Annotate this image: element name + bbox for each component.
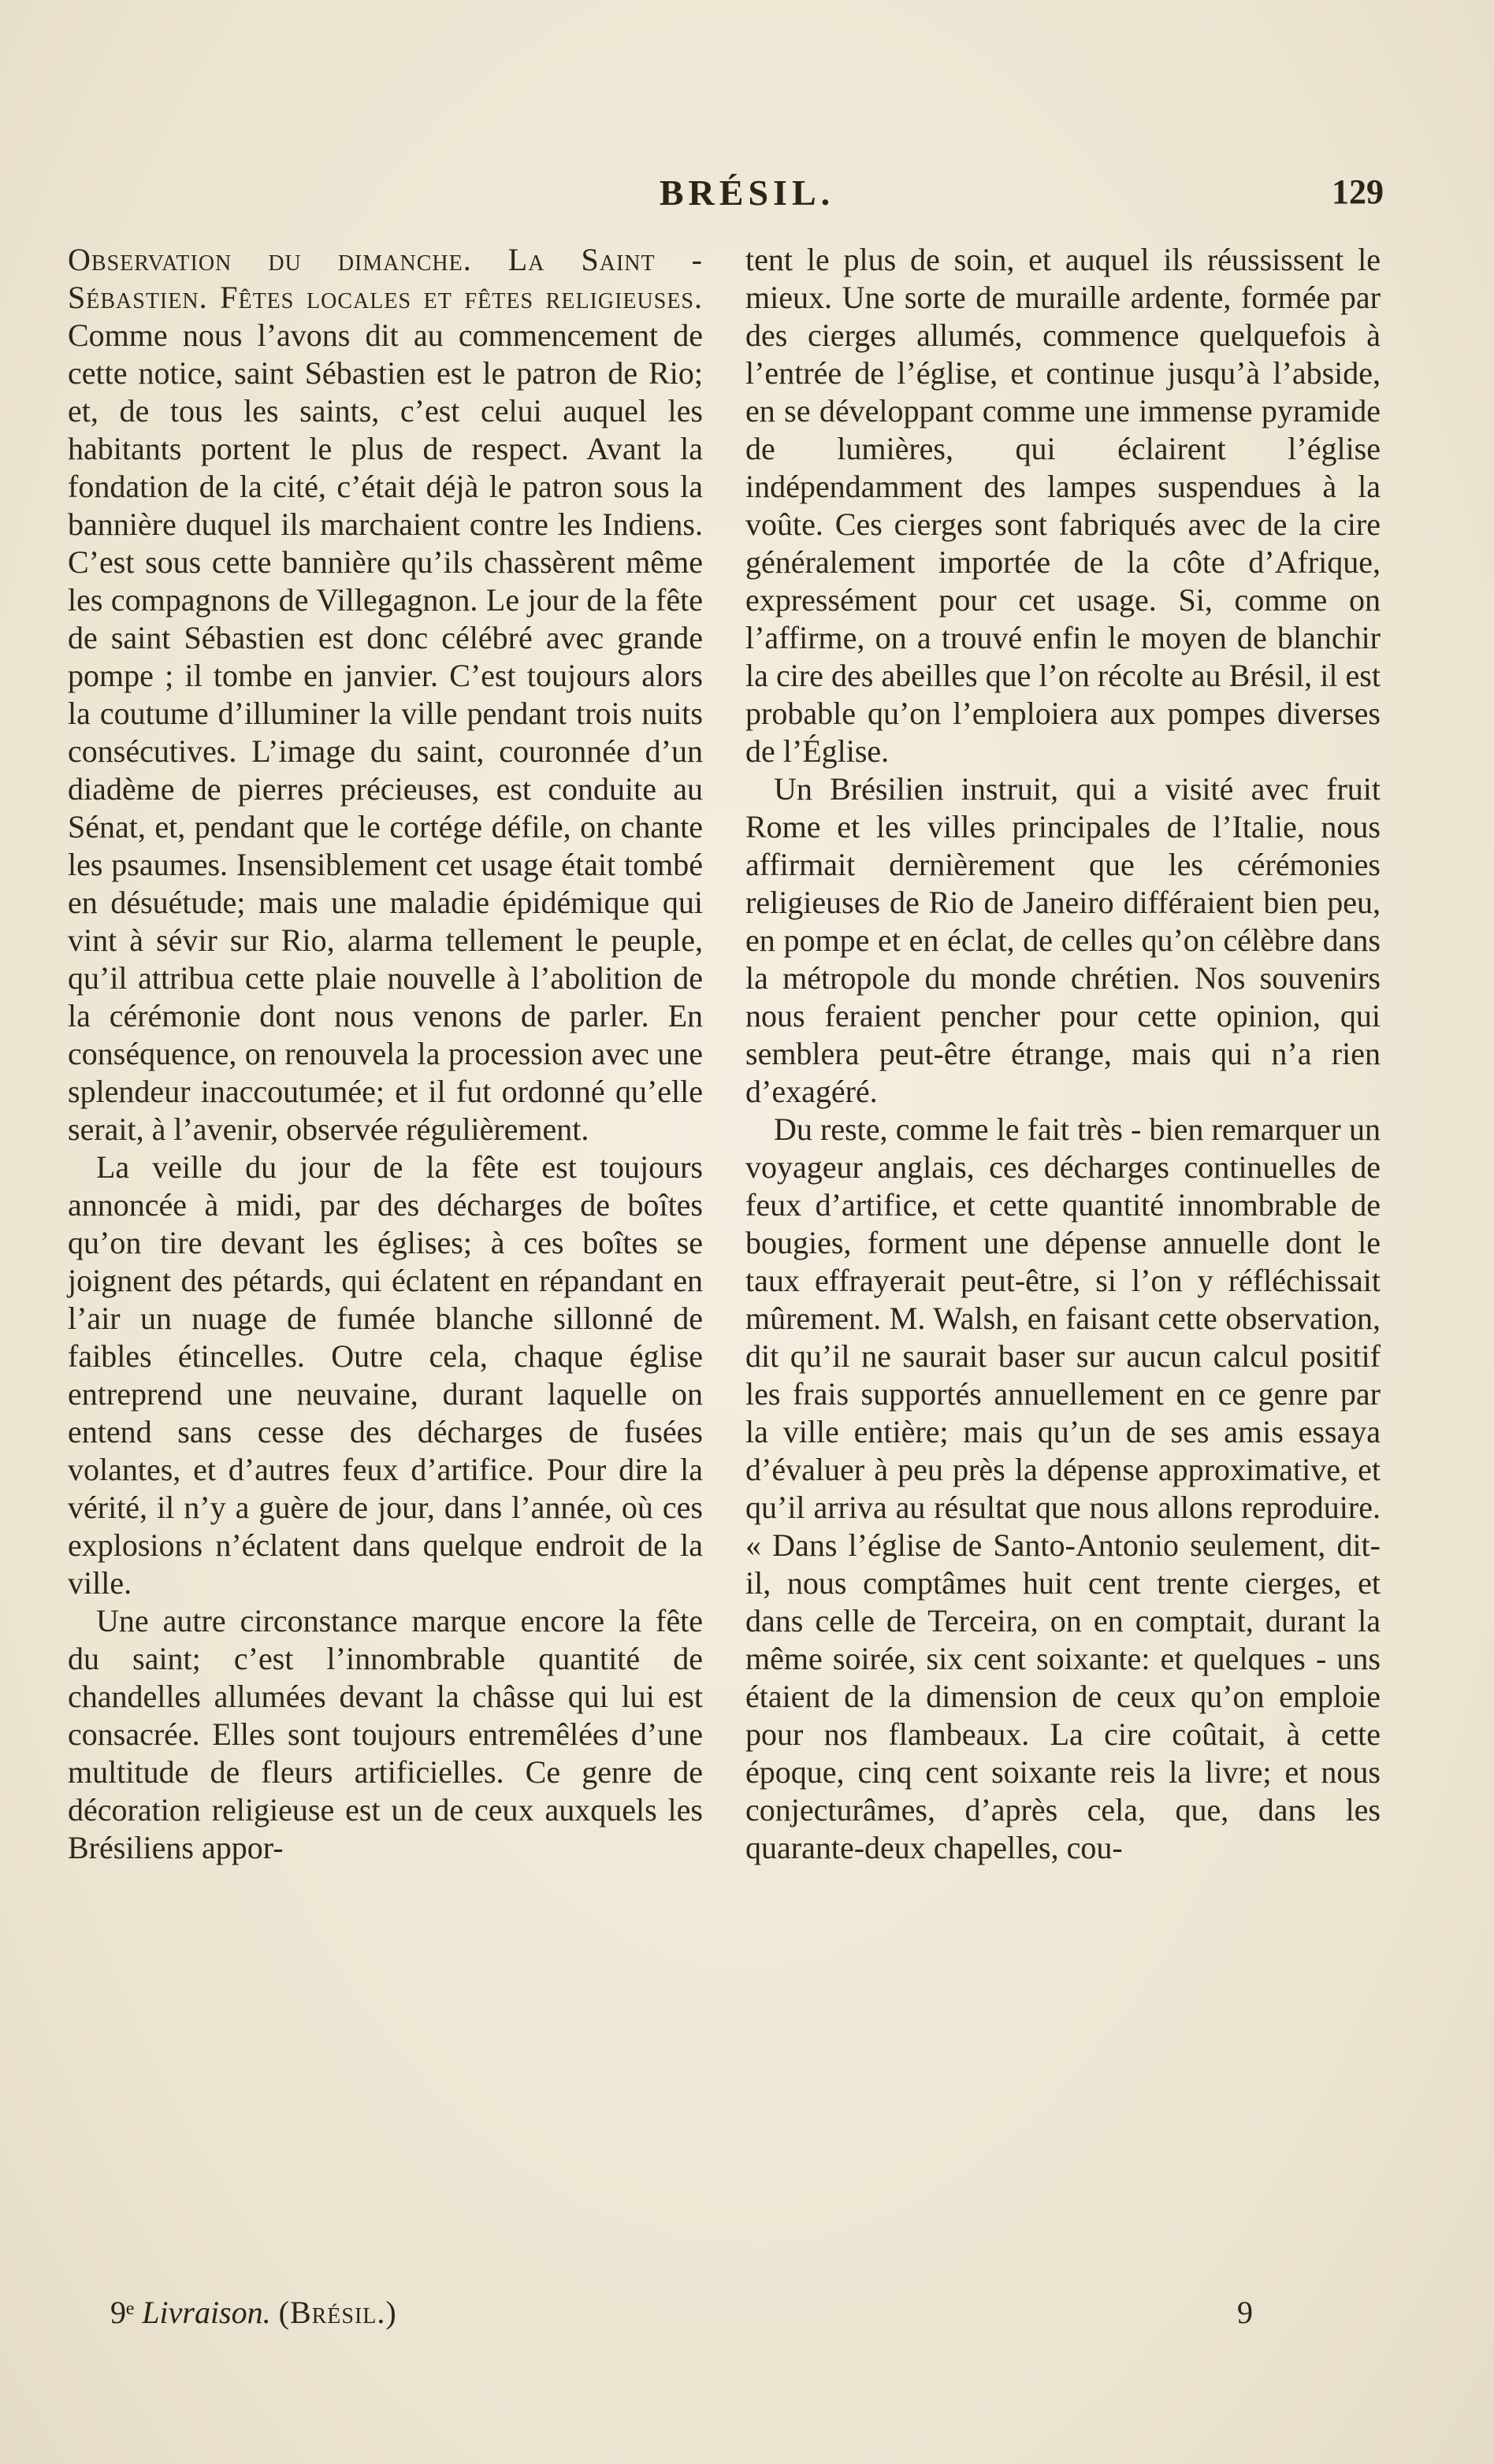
running-head [0, 172, 1494, 219]
page-footer [0, 2294, 1494, 2341]
livraison-country: (Brésil.) [278, 2295, 397, 2330]
paragraph: tent le plus de soin, et auquel ils réussissent le mieux. Une sorte de muraille ardente, formée par des cierges allumés, commence quelquefois à l’entrée de l’église, et continue jusqu’à l’abside, en se développant comme une immense pyramide de lumières, qui éclairent l’église indépendamment des lampes suspendues à la voûte. Ces cierges sont fabriqués avec de la cire généralement importée de la côte d’Afrique, expressément pour cet usage. Si, comme on l’affirme, on a trouvé enfin le moyen de blanchir la cire des abeilles que l’on récolte au Brésil, il est probable qu’on l’emploiera aux pompes diverses de l’Église. [745, 242, 1381, 769]
running-title: BRÉSIL. [659, 173, 835, 213]
section-heading: Observation du dimanche. La Saint - Sébastien. Fêtes locales et fêtes religieuses. [68, 242, 703, 315]
right-column [745, 241, 1381, 1867]
sheet-mark: 9 [1237, 2295, 1253, 2330]
livraison-word: Livraison. [142, 2295, 271, 2330]
paragraph-text: Comme nous l’avons dit au commencement de cette notice, saint Sébastien est le patron de Rio; et, de tous les saints, c’est celui auquel les habitants portent le plus de respect. Avant la fondation de la cité, c’était déjà le patron sous la bannière duquel ils marchaient contre les Indiens. C’est sous cette bannière qu’ils chassèrent même les compagnons de Villegagnon. Le jour de la fête de saint Sébastien est donc célébré avec grande pompe ; il tombe en janvier. C’est toujours alors la coutume d’illuminer la ville pendant trois nuits consécutives. L’image du saint, couronnée d’un diadème de pierres précieuses, est conduite au Sénat, et, pendant que le cortége défile, on chante les psaumes. Insensiblement cet usage était tombé en désuétude; mais une maladie épidémique qui vint à sévir sur Rio, alarma tellement le peuple, qu’il attribua cette plaie nouvelle à l’abolition de la cérémonie dont nous venons de parler. En conséquence, on renouvela la procession avec une splendeur inaccoutumée; et il fut ordonné qu’elle serait, à l’avenir, observée régulièrement. [68, 317, 703, 1147]
livraison-signature [110, 2294, 397, 2331]
paragraph: Une autre circonstance marque encore la fête du saint; c’est l’innombrable quantité de chandelles allumées devant la châsse qui lui est consacrée. Elles sont toujours entremêlées d’une multitude de fleurs artificielles. Ce genre de décoration religieuse est un de ceux auxquels les Brésiliens appor- [68, 1603, 703, 1865]
paragraph: La veille du jour de la fête est toujours annoncée à midi, par des décharges de boîtes qu’on tire devant les églises; à ces boîtes se joignent des pétards, qui éclatent en répandant en l’air un nuage de fumée blanche sillonné de faibles étincelles. Outre cela, chaque église entreprend une neuvaine, durant laquelle on entend sans cesse des décharges de fusées volantes, et d’autres feux d’artifice. Pour dire la vérité, il n’y a guère de jour, dans l’année, où ces explosions n’éclatent dans quelque endroit de la ville. [68, 1149, 703, 1601]
livraison-number: 9ᵉ [110, 2295, 135, 2330]
paragraph [68, 241, 703, 1149]
paragraph: Un Brésilien instruit, qui a visité avec fruit Rome et les villes principales de l’Italie, nous affirmait dernièrement que les cérémonies religieuses de Rio de Janeiro différaient bien peu, en pompe et en éclat, de celles qu’on célèbre dans la métropole du monde chrétien. Nos souvenirs nous feraient pencher pour cette opinion, qui semblera peut-être étrange, mais qui n’a rien d’exagéré. [745, 771, 1381, 1109]
left-column [68, 241, 703, 1867]
page-number: 129 [1332, 173, 1384, 211]
paragraph: Du reste, comme le fait très - bien remarquer un voyageur anglais, ces décharges continuelles de feux d’artifice, et cette quantité innombrable de bougies, forment une dépense annuelle dont le taux effrayerait peut-être, si l’on y réfléchissait mûrement. M. Walsh, en faisant cette observation, dit qu’il ne saurait baser sur aucun calcul positif les frais supportés annuellement en ce genre par la ville entière; mais qu’un de ses amis essaya d’évaluer à peu près la dépense approximative, et qu’il arriva au résultat que nous allons reproduire. « Dans l’église de Santo-Antonio seulement, dit-il, nous comptâmes huit cent trente cierges, et dans celle de Terceira, on en comptait, durant la même soirée, six cent soixante: et quelques - uns étaient de la dimension de ceux qu’on emploie pour nos flambeaux. La cire coûtait, à cette époque, cinq cent soixante reis la livre; et nous conjecturâmes, d’après cela, que, dans les quarante-deux chapelles, cou- [745, 1111, 1381, 1865]
